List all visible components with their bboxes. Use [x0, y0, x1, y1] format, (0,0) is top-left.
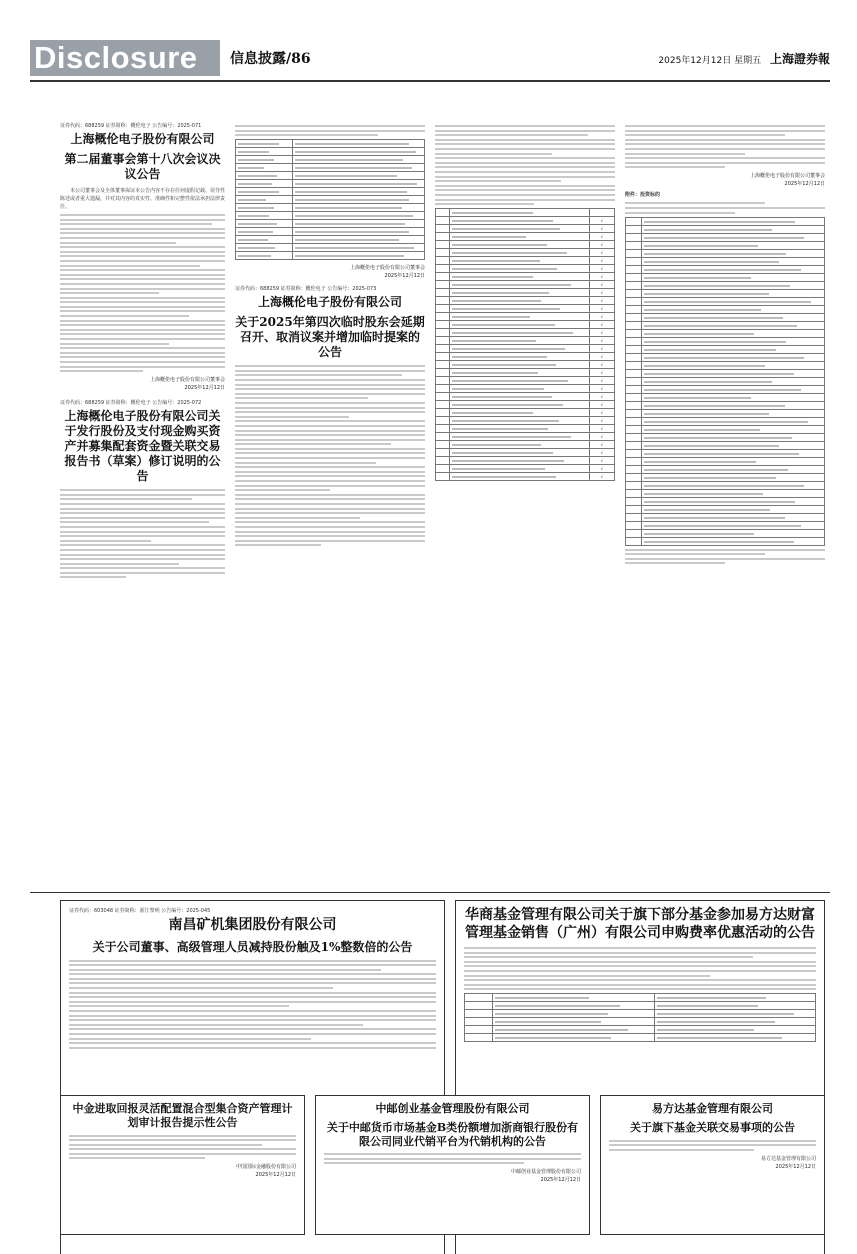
ann4-meta: 证券代码：603048 证券简称：浙江黎明 公告编号：2025-045 [69, 908, 211, 914]
ann1-title: 第二届董事会第十八次会议决议公告 [64, 152, 221, 181]
masthead-rule [30, 80, 830, 82]
ann1-signature: 上海概伦电子股份有限公司董事会 [149, 377, 225, 384]
issue-date: 2025年12月12日 [658, 56, 732, 66]
ann6-signature: 中国国际金融股份有限公司 [235, 1164, 296, 1171]
ann9-date: 2025年12月12日 [784, 181, 825, 188]
masthead [30, 40, 830, 78]
section-wordmark: Disclosure [30, 40, 220, 76]
ann4-company: 南昌矿机集团股份有限公司 [168, 917, 337, 933]
ann1-company: 上海概伦电子股份有限公司 [70, 132, 215, 146]
col4-target-table [625, 217, 825, 546]
ann3-body-text [235, 365, 425, 546]
column-3 [435, 122, 615, 882]
column-1 [60, 122, 225, 882]
ann9-signature-col2: 上海概伦电子股份有限公司董事会 [349, 265, 425, 272]
col2-table [235, 139, 425, 260]
ann2-title: 上海概伦电子股份有限公司关于发行股份及支付现金购买资产并募集配套资金暨关联交易报告书（草案）修订说明的公告 [64, 409, 221, 484]
ann9-signature: 上海概伦电子股份有限公司董事会 [749, 173, 825, 180]
newspaper-brand: 上海證券報 [769, 52, 830, 66]
ann7-box [315, 1095, 590, 1235]
issue-weekday: 星期五 [734, 56, 762, 66]
ann1-date: 2025年12月12日 [184, 385, 225, 392]
ann8-box [600, 1095, 825, 1235]
ann7-signature: 中邮创业基金管理股份有限公司 [510, 1169, 581, 1176]
ann6-box [60, 1095, 305, 1235]
ann1-intro: 本公司董事会及全体董事保证本公告内容不存在任何虚假记载、误导性陈述或者重大遗漏，并对其内容的真实性、准确性和完整性依法承担法律责任。 [60, 188, 225, 210]
ann5-body-text [464, 947, 816, 990]
ann3-title: 关于2025年第四次临时股东会延期召开、取消议案并增加临时提案的公告 [235, 315, 425, 360]
column-2 [235, 122, 425, 882]
col4-top-text [625, 125, 825, 168]
ann8-title: 关于旗下基金关联交易事项的公告 [630, 1120, 795, 1134]
ann7-body-text [324, 1153, 581, 1164]
ann6-body-text [69, 1135, 296, 1160]
issue-info [658, 50, 830, 67]
ann5-fund-table [464, 993, 816, 1042]
divider-middle [30, 892, 830, 893]
ann8-company: 易方达基金管理有限公司 [652, 1102, 773, 1115]
ann5-title: 华商基金管理有限公司关于旗下部分基金参加易方达财富管理基金销售（广州）有限公司申购费率优惠活动的公告 [465, 907, 815, 941]
ann8-signature: 易方达基金管理有限公司 [760, 1155, 816, 1162]
ann8-body-text [609, 1140, 816, 1151]
ann7-title: 关于中邮货币市场基金B类份额增加浙商银行股份有限公司同业代销平台为代销机构的公告 [326, 1120, 579, 1148]
ann7-date: 2025年12月12日 [540, 1177, 581, 1184]
col3-proposal-table: √ √ √ √ √ √ √ √ √ √ √ √ √ √ √ √ √ √ √ √ √ √ √ √ √ √ √ √ √ √ √ √ √ [435, 208, 615, 481]
ann2-body-text [60, 489, 225, 578]
ann6-title: 中金进取回报灵活配置混合型集合资产管理计划审计报告提示性公告 [72, 1102, 293, 1129]
ann9-date-col2: 2025年12月12日 [384, 273, 425, 280]
ann7-company: 中邮创业基金管理股份有限公司 [375, 1102, 530, 1115]
ann2-meta: 证券代码：688259 证券简称：概伦电子 公告编号：2025-072 [60, 400, 202, 407]
column-4 [625, 122, 825, 882]
ann1-body-text [60, 214, 225, 372]
col2-top-text [235, 125, 425, 136]
ann3-meta: 证券代码：688259 证券简称：概伦电子 公告编号：2025-073 [235, 286, 377, 293]
section-title: 信息披露/86 [230, 51, 311, 67]
ann1-meta: 证券代码：688259 证券简称：概伦电子 公告编号：2025-071 [60, 123, 202, 129]
ann6-date: 2025年12月12日 [255, 1172, 296, 1179]
ann4-title: 关于公司董事、高级管理人员减持股份触及1%整数倍的公告 [92, 939, 413, 954]
col3-top-text [435, 125, 615, 205]
ann4-body-text [69, 960, 436, 1049]
ann3-company: 上海概伦电子股份有限公司 [257, 295, 402, 310]
ann8-date: 2025年12月12日 [775, 1163, 816, 1170]
ann9-title: 附件：投资标的 [625, 192, 661, 199]
